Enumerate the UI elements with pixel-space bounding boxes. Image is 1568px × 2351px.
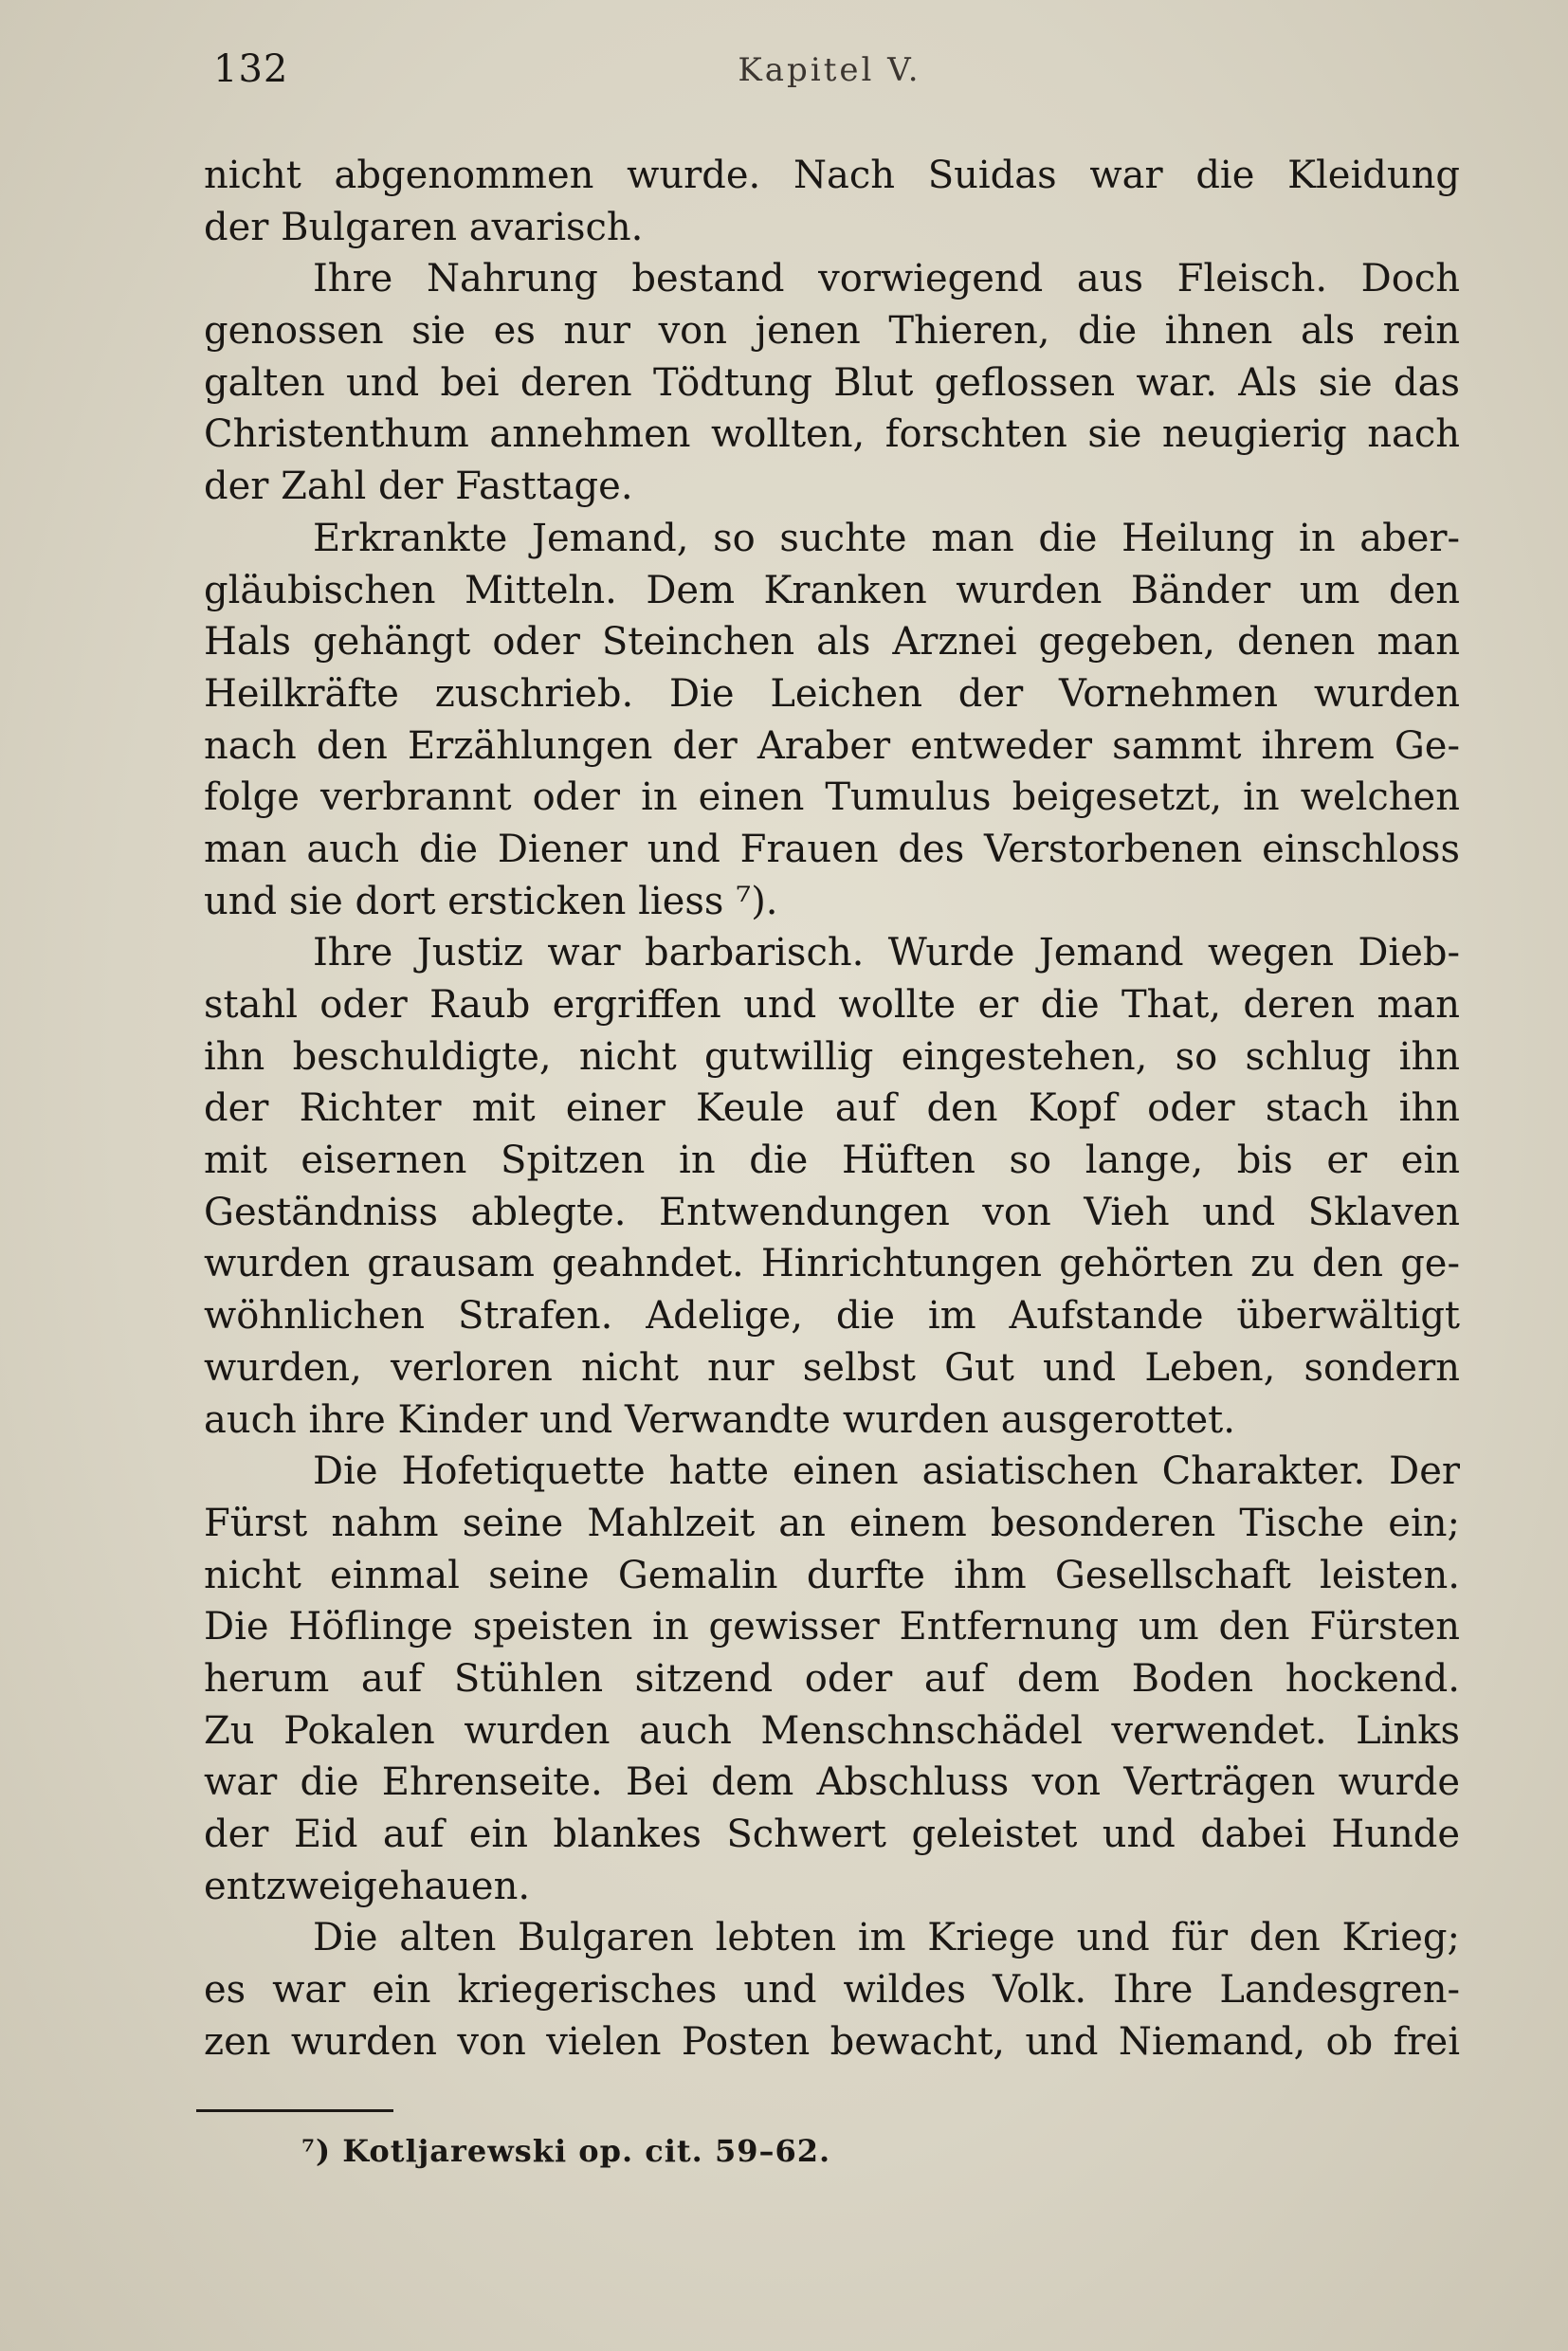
text-line: war die Ehrenseite. Bei dem Abschluss von Verträgen wurde (204, 1760, 1460, 1805)
running-title: Kapitel V. (738, 51, 921, 89)
text-line: galten und bei deren Tödtung Blut geflossen war. Als sie das (204, 360, 1460, 405)
text-line: man auch die Diener und Frauen des Verstorbenen einschloss (204, 827, 1460, 871)
text-line: wurden, verloren nicht nur selbst Gut und Leben, sondern (204, 1345, 1460, 1390)
page-number: 132 (213, 47, 289, 91)
text-line: genossen sie es nur von jenen Thieren, die ihnen als rein (204, 309, 1460, 354)
footnote-rule (196, 2109, 393, 2112)
text-line: folge verbrannt oder in einen Tumulus beigesetzt, in welchen (204, 775, 1460, 820)
text-line: nach den Erzählungen der Araber entweder sammt ihrem Ge- (204, 723, 1460, 768)
text-line: Geständniss ablegte. Entwendungen von Vieh und Sklaven (204, 1190, 1460, 1234)
body-text (204, 150, 1460, 2068)
text-line: Fürst nahm seine Mahlzeit an einem besonderen Tische ein; (204, 1501, 1460, 1545)
text-line: gläubischen Mitteln. Dem Kranken wurden Bänder um den (204, 568, 1460, 612)
page-header (204, 47, 1455, 104)
text-line: Christenthum annehmen wollten, forschten sie neugierig nach (204, 412, 1460, 457)
text-line: mit eisernen Spitzen in die Hüften so lange, bis er ein (204, 1139, 1460, 1183)
text-line: Heilkräfte zuschrieb. Die Leichen der Vornehmen wurden (204, 671, 1460, 716)
text-line: Die Höflinge speisten in gewisser Entfernung um den Fürsten (204, 1605, 1460, 1649)
text-line: Erkrankte Jemand, so suchte man die Heilung in aber- (313, 516, 1460, 560)
text-line: nicht einmal seine Gemalin durfte ihm Gesellschaft leisten. (204, 1553, 1460, 1597)
text-line: der Richter mit einer Keule auf den Kopf oder stach ihn (204, 1086, 1460, 1131)
text-line: Ihre Justiz war barbarisch. Wurde Jemand wegen Dieb- (313, 931, 1460, 975)
text-line: stahl oder Raub ergriffen und wollte er die That, deren man (204, 983, 1460, 1027)
text-line: Zu Pokalen wurden auch Menschnschädel verwendet. Links (204, 1708, 1460, 1753)
footnote: ⁷) Kotljarewski op. cit. 59–62. (301, 2133, 831, 2169)
text-line: entzweigehauen. (204, 1864, 531, 1908)
text-line: der Eid auf ein blankes Schwert geleistet und dabei Hunde (204, 1813, 1460, 1856)
text-line: Hals gehängt oder Steinchen als Arznei gegeben, denen man (204, 620, 1460, 665)
text-line: und sie dort ersticken liess ⁷). (204, 879, 778, 923)
text-line: nicht abgenommen wurde. Nach Suidas war die Kleidung (204, 154, 1460, 197)
text-line: wöhnlichen Strafen. Adelige, die im Aufstande überwältigt (204, 1294, 1460, 1339)
text-line: Die alten Bulgaren lebten im Kriege und für den Krieg; (313, 1916, 1460, 1960)
text-line: es war ein kriegerisches und wildes Volk. Ihre Landesgren- (204, 1968, 1460, 2013)
text-line: zen wurden von vielen Posten bewacht, und Niemand, ob frei (204, 2019, 1460, 2064)
text-line: wurden grausam geahndet. Hinrichtungen gehörten zu den ge- (204, 1242, 1460, 1286)
text-line: herum auf Stühlen sitzend oder auf dem Boden hockend. (204, 1656, 1460, 1701)
text-line: der Bulgaren avarisch. (204, 205, 644, 249)
text-line: ihn beschuldigte, nicht gutwillig eingestehen, so schlug ihn (204, 1034, 1460, 1079)
text-line: Ihre Nahrung bestand vorwiegend aus Fleisch. Doch (313, 257, 1460, 301)
text-line: auch ihre Kinder und Verwandte wurden ausgerottet. (204, 1397, 1235, 1442)
text-line: der Zahl der Fasttage. (204, 465, 633, 509)
text-line: Die Hofetiquette hatte einen asiatischen Charakter. Der (313, 1449, 1460, 1494)
